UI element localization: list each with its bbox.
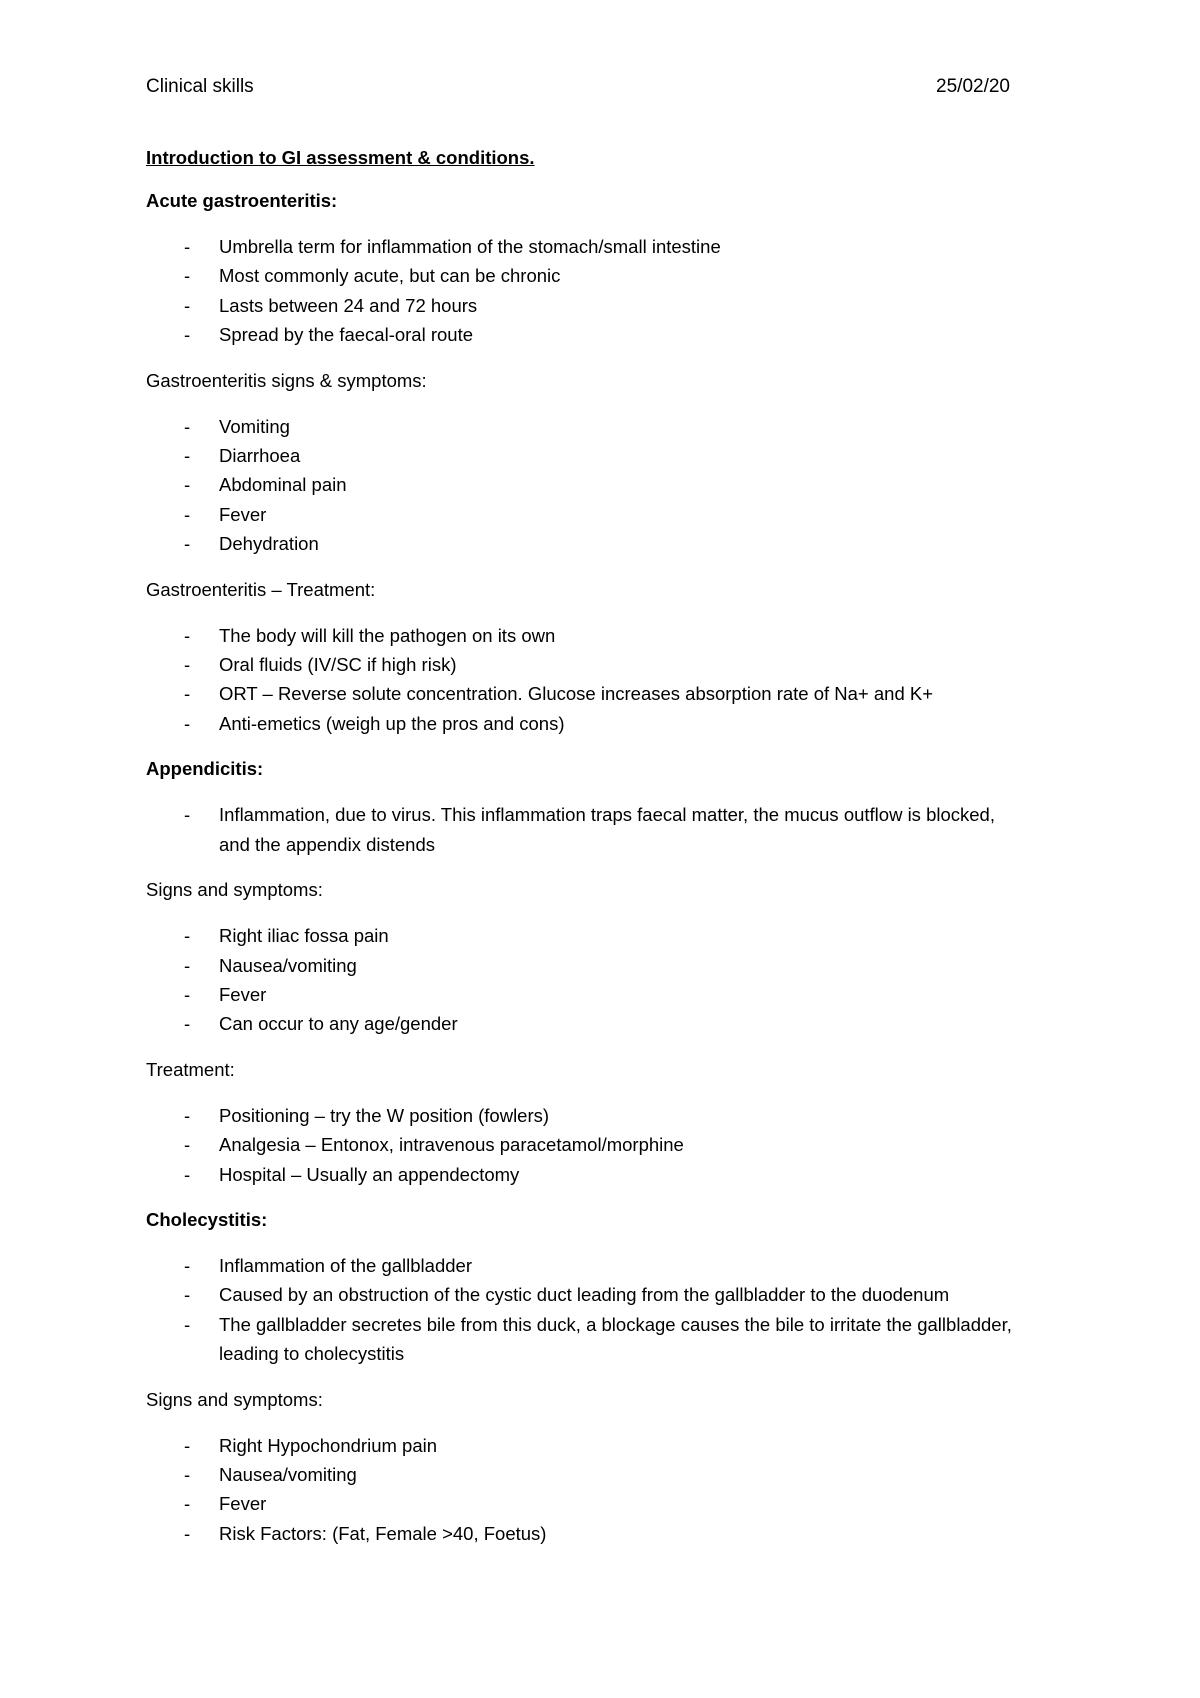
list-item-text: Hospital – Usually an appendectomy	[219, 1163, 520, 1185]
list-item-text: Fever	[219, 503, 267, 525]
list-item	[146, 1280, 1019, 1309]
list-item-text: Inflammation of the gallbladder	[219, 1254, 472, 1276]
list-item	[146, 291, 1019, 320]
section-heading: Gastroenteritis signs & symptoms:	[146, 369, 427, 391]
running-header	[146, 74, 1010, 100]
section-heading: Gastroenteritis – Treatment:	[146, 578, 376, 600]
section	[146, 1387, 1080, 1549]
list-item	[146, 1160, 1019, 1189]
list-item-text: Inflammation, due to virus. This inflammation traps faecal matter, the mucus outflow is blocked, and the appendix distends	[219, 804, 995, 855]
dash-bullet-icon: -	[184, 294, 191, 316]
dash-bullet-icon: -	[184, 503, 191, 525]
list-item	[146, 650, 1019, 679]
bullet-list	[146, 1431, 1080, 1549]
list-item	[146, 1431, 1019, 1460]
list-item-text: Analgesia – Entonox, intravenous paracetamol/morphine	[219, 1134, 684, 1156]
dash-bullet-icon: -	[184, 474, 191, 496]
list-item-text: The body will kill the pathogen on its own	[219, 624, 556, 646]
list-item	[146, 921, 1019, 950]
list-item	[146, 470, 1019, 499]
dash-bullet-icon: -	[184, 445, 191, 467]
list-item-text: Oral fluids (IV/SC if high risk)	[219, 654, 457, 676]
section	[146, 877, 1080, 1039]
section-heading: Acute gastroenteritis:	[146, 190, 338, 211]
dash-bullet-icon: -	[184, 1163, 191, 1185]
list-item-text: Positioning – try the W position (fowlers)	[219, 1104, 550, 1126]
dash-bullet-icon: -	[184, 1313, 191, 1335]
dash-bullet-icon: -	[184, 654, 191, 676]
section-heading: Cholecystitis:	[146, 1208, 268, 1230]
dash-bullet-icon: -	[184, 1284, 191, 1306]
bullet-list	[146, 921, 1080, 1039]
list-item-text: Dehydration	[219, 533, 319, 555]
list-item-text: Umbrella term for inflammation of the stomach/small intestine	[219, 236, 721, 257]
list-item	[146, 800, 1019, 859]
section	[146, 188, 1080, 350]
dash-bullet-icon: -	[184, 683, 191, 705]
dash-bullet-icon: -	[184, 983, 191, 1005]
dash-bullet-icon: -	[184, 1013, 191, 1035]
list-item	[146, 621, 1019, 650]
list-item-text: Abdominal pain	[219, 474, 347, 496]
bullet-list	[146, 1101, 1080, 1189]
list-item	[146, 1519, 1019, 1548]
dash-bullet-icon: -	[184, 324, 191, 346]
list-item	[146, 679, 1019, 708]
list-item	[146, 951, 1019, 980]
list-item	[146, 1130, 1019, 1159]
section-heading: Treatment:	[146, 1058, 235, 1080]
list-item	[146, 709, 1019, 738]
list-item-text: Nausea/vomiting	[219, 954, 357, 976]
dash-bullet-icon: -	[184, 624, 191, 646]
dash-bullet-icon: -	[184, 1104, 191, 1126]
list-item-text: Right Hypochondrium pain	[219, 1434, 438, 1456]
list-item	[146, 412, 1019, 441]
dash-bullet-icon: -	[184, 804, 191, 826]
bullet-list	[146, 621, 1080, 739]
section	[146, 756, 1080, 859]
list-item	[146, 1251, 1019, 1280]
list-item-text: Most commonly acute, but can be chronic	[219, 265, 561, 287]
list-item-text: Fever	[219, 983, 267, 1005]
dash-bullet-icon: -	[184, 712, 191, 734]
document-body	[146, 188, 1080, 1548]
list-item-text: Right iliac fossa pain	[219, 925, 389, 947]
section	[146, 368, 1080, 559]
section-heading: Appendicitis:	[146, 758, 264, 780]
section-heading: Signs and symptoms:	[146, 879, 323, 901]
bullet-list	[146, 232, 1080, 350]
list-item	[146, 1009, 1019, 1038]
section	[146, 1057, 1080, 1189]
list-item-text: Fever	[219, 1493, 267, 1515]
bullet-list	[146, 800, 1080, 859]
dash-bullet-icon: -	[184, 236, 191, 257]
section-heading: Signs and symptoms:	[146, 1388, 323, 1410]
header-date: 25/02/20	[936, 76, 1010, 97]
document-title: Introduction to GI assessment & conditions.	[146, 147, 535, 168]
list-item	[146, 441, 1019, 470]
list-item	[146, 232, 1019, 261]
dash-bullet-icon: -	[184, 415, 191, 437]
list-item-text: Spread by the faecal-oral route	[219, 324, 474, 346]
list-item-text: ORT – Reverse solute concentration. Glucose increases absorption rate of Na+ and K+	[219, 683, 934, 705]
list-item	[146, 980, 1019, 1009]
header-course-name: Clinical skills	[146, 76, 254, 97]
dash-bullet-icon: -	[184, 1434, 191, 1456]
dash-bullet-icon: -	[184, 265, 191, 287]
list-item	[146, 261, 1019, 290]
dash-bullet-icon: -	[184, 533, 191, 555]
dash-bullet-icon: -	[184, 1254, 191, 1276]
list-item-text: Nausea/vomiting	[219, 1463, 357, 1485]
list-item-text: Can occur to any age/gender	[219, 1013, 458, 1035]
list-item-text: The gallbladder secretes bile from this duck, a blockage causes the bile to irritate the gallbladder, leading to cholecystitis	[219, 1313, 1012, 1365]
list-item	[146, 1101, 1019, 1130]
dash-bullet-icon: -	[184, 1493, 191, 1515]
list-item-text: Vomiting	[219, 415, 290, 437]
list-item	[146, 1310, 1019, 1369]
bullet-list	[146, 412, 1080, 559]
list-item-text: Anti-emetics (weigh up the pros and cons)	[219, 712, 565, 734]
list-item	[146, 320, 1019, 349]
list-item	[146, 1489, 1019, 1518]
bullet-list	[146, 1251, 1080, 1369]
dash-bullet-icon: -	[184, 1134, 191, 1156]
dash-bullet-icon: -	[184, 1522, 191, 1544]
list-item-text: Diarrhoea	[219, 445, 301, 467]
list-item-text: Caused by an obstruction of the cystic duct leading from the gallbladder to the duodenum	[219, 1284, 950, 1306]
dash-bullet-icon: -	[184, 954, 191, 976]
dash-bullet-icon: -	[184, 925, 191, 947]
section	[146, 1207, 1080, 1369]
list-item	[146, 500, 1019, 529]
dash-bullet-icon: -	[184, 1463, 191, 1485]
list-item	[146, 529, 1019, 558]
list-item-text: Lasts between 24 and 72 hours	[219, 294, 478, 316]
list-item	[146, 1460, 1019, 1489]
section	[146, 577, 1080, 739]
list-item-text: Risk Factors: (Fat, Female >40, Foetus)	[219, 1522, 547, 1544]
